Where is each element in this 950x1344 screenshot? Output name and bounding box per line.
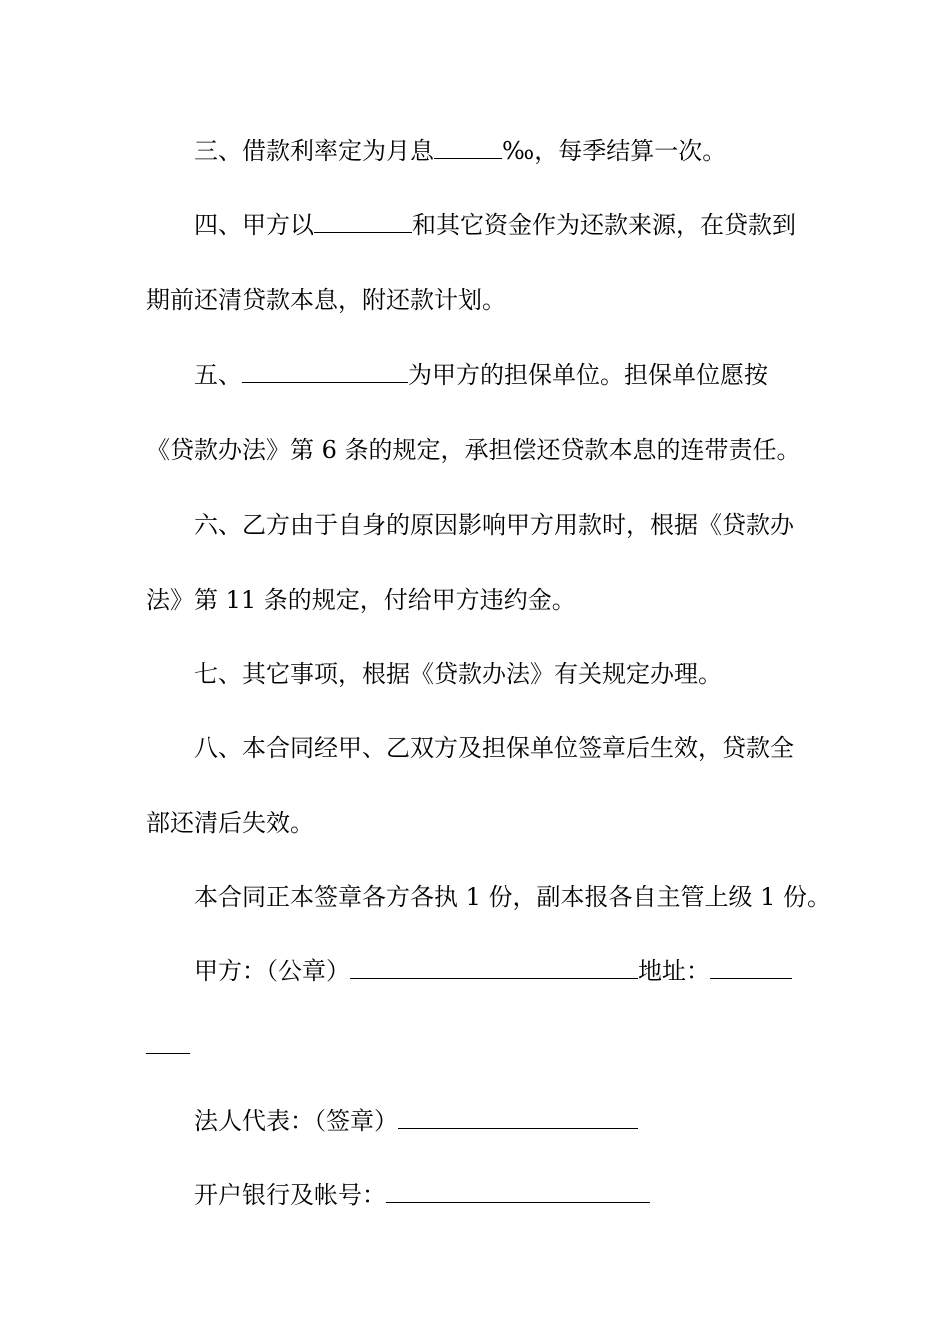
party-a-seal-blank	[350, 958, 638, 979]
clause-5-text-end: 为甲方的担保单位。担保单位愿按	[408, 361, 768, 389]
clause-8-line: 八、本合同经甲、乙双方及担保单位签章后生效，贷款全	[194, 734, 794, 762]
party-a-line	[146, 956, 854, 986]
bank-account-blank	[386, 1182, 650, 1203]
clause-5-text: 五、	[194, 361, 242, 389]
address-blank	[710, 958, 792, 979]
repayment-source-blank	[314, 212, 412, 233]
clause-6-continuation: 法》第 11 条的规定，付给甲方违约金。	[146, 586, 576, 614]
clause-5-continuation: 《贷款办法》第 6 条的规定，承担偿还贷款本息的连带责任。	[146, 436, 801, 464]
clause-6-line: 六、乙方由于自身的原因影响甲方用款时，根据《贷款办	[194, 511, 794, 539]
copies-line: 本合同正本签章各方各执 1 份，副本报各自主管上级 1 份。	[194, 883, 832, 911]
clause-3-text: 三、借款利率定为月息	[194, 137, 434, 165]
clause-4-continuation: 期前还清贷款本息，附还款计划。	[146, 286, 506, 314]
address-label: 地址：	[638, 957, 710, 985]
clause-4-text: 四、甲方以	[194, 211, 314, 239]
interest-rate-blank	[434, 138, 502, 159]
legal-rep-signature-blank	[398, 1108, 638, 1129]
guarantor-blank	[242, 362, 408, 383]
legal-rep-label: 法人代表：（签章）	[194, 1107, 398, 1135]
bank-account-line	[146, 1180, 854, 1210]
address-blank-continued	[146, 1033, 190, 1054]
legal-rep-line	[146, 1106, 854, 1136]
address-continuation-line	[146, 1031, 806, 1061]
party-a-label: 甲方：（公章）	[194, 957, 350, 985]
bank-account-label: 开户银行及帐号：	[194, 1181, 386, 1209]
clause-8-continuation: 部还清后失效。	[146, 809, 314, 837]
clause-4-text-end: 和其它资金作为还款来源，在贷款到	[412, 211, 796, 239]
clause-7-line: 七、其它事项，根据《贷款办法》有关规定办理。	[194, 660, 722, 688]
clause-5-line	[146, 360, 854, 390]
clause-3-line	[146, 136, 854, 166]
clause-4-line	[146, 210, 854, 240]
clause-3-text-end: ‰，每季结算一次。	[502, 137, 727, 165]
